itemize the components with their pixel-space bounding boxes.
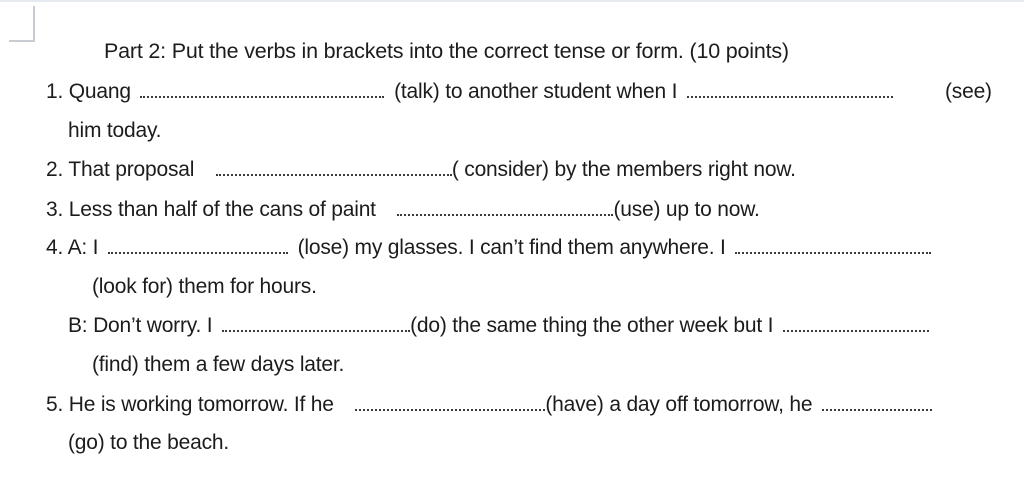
question-5-line-1 [46, 391, 936, 419]
top-border [0, 0, 1024, 2]
answer-blank[interactable] [140, 93, 384, 98]
question-2-line [46, 156, 796, 184]
question-text: (have) a day off tomorrow, he [545, 393, 813, 416]
question-4-line-1 [46, 234, 935, 262]
question-text: Quang [68, 80, 131, 103]
answer-blank[interactable] [355, 406, 545, 411]
question-4-line-3 [68, 312, 933, 340]
answer-blank[interactable] [222, 327, 410, 332]
answer-blank[interactable] [822, 406, 932, 411]
question-text: A: I [67, 236, 99, 259]
question-text: ( consider) by the members right now. [451, 158, 796, 181]
question-number: 3. [46, 198, 64, 221]
question-text: B: Don’t worry. I [68, 314, 213, 337]
question-text: He is working tomorrow. If he [68, 393, 334, 416]
question-1-verb: (see) [945, 80, 992, 103]
question-number: 4. [46, 236, 64, 259]
answer-blank[interactable] [108, 249, 288, 254]
answer-blank[interactable] [687, 93, 893, 98]
question-number: 1. [46, 80, 64, 103]
answer-blank[interactable] [783, 327, 929, 332]
question-text: (use) up to now. [613, 198, 760, 221]
answer-blank[interactable] [216, 171, 452, 176]
question-text: (do) the same thing the other week but I [410, 314, 774, 337]
question-text: Less than half of the cans of paint [68, 198, 376, 221]
exercise-title: Part 2: Put the verbs in brackets into the correct tense or form. (10 points) [104, 39, 789, 63]
question-number: 5. [46, 393, 64, 416]
question-text: That proposal [68, 158, 195, 181]
answer-blank[interactable] [735, 249, 931, 254]
question-text: (lose) my glasses. I can’t find them anywhere. I [297, 236, 726, 259]
question-4-line-2: (look for) them for hours. [92, 275, 317, 298]
question-1-line-2: him today. [68, 119, 162, 142]
answer-blank[interactable] [397, 211, 613, 216]
question-text: (talk) to another student when I [394, 80, 678, 103]
question-number: 2. [46, 158, 64, 181]
page-corner-mark [9, 6, 35, 42]
question-3-line [46, 196, 760, 224]
question-5-line-2: (go) to the beach. [68, 431, 230, 454]
question-4-line-4: (find) them a few days later. [92, 353, 345, 376]
question-1-line-1 [46, 78, 897, 106]
